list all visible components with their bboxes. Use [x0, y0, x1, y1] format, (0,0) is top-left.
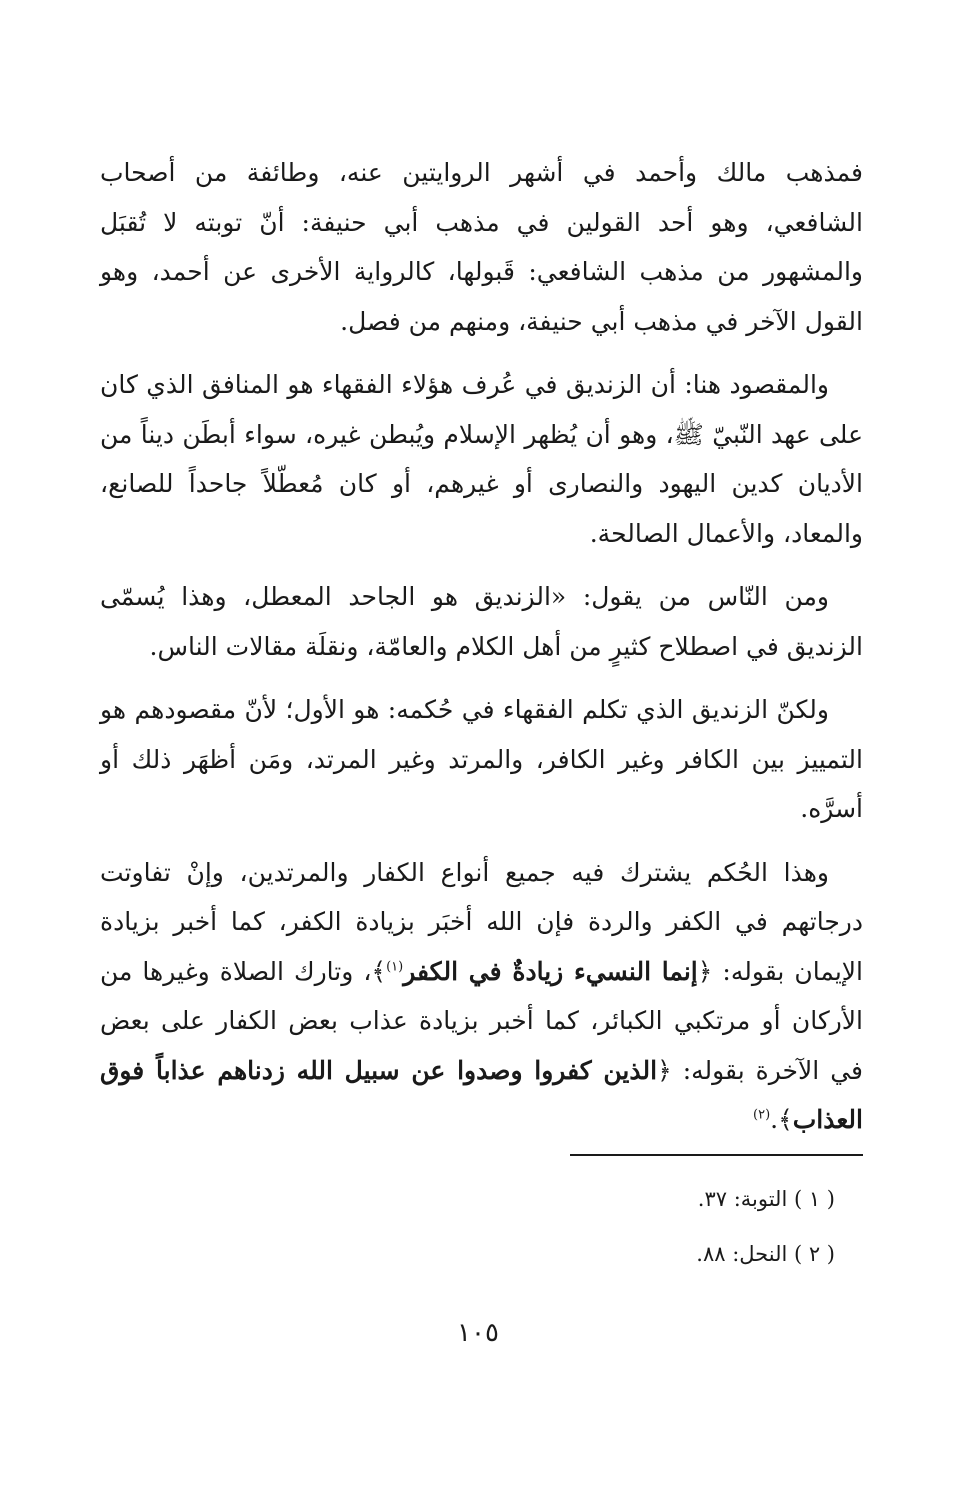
paragraph-4-text: ولكنّ الزنديق الذي تكلم الفقهاء في حُكمه: هو الأول؛ لأنّ مقصودهم هو التمييز بين الكافر وغير الكافر، والمرتد وغير المرتد، ومَن أظهَر ذلك أو أسرَّه. [100, 695, 863, 823]
paragraph-2 [100, 360, 863, 558]
paragraph-1-text: فمذهب مالك وأحمد في أشهر الروايتين عنه، وطائفة من أصحاب الشافعي، وهو أحد القولين في مذهب أبي حنيفة: أنّ توبته لا تُقبَل والمشهور من مذهب الشافعي: قَبولها، كالرواية الأخرى عن أحمد، وهو القول الآخر في مذهب أبي حنيفة، ومنهم من فصل. [100, 158, 863, 336]
verse-2-end: ﴾. [770, 1105, 793, 1134]
paragraph-5-part1: وهذا الحُكم يشترك فيه جميع أنواع الكفار والمرتدين، وإنْ تفاوتت درجاتهم في الكفر والردة فإن الله أخبَر بزيادة الكفر، كما أخبر بزيادة الإيمان بقوله: ﴿ [100, 857, 863, 986]
footnote-ref-1: (١) [386, 959, 404, 975]
footnote-1: ( ١ ) التوبة: ٣٧. [697, 1187, 835, 1211]
paragraph-2-text: والمقصود هنا: أن الزنديق في عُرف هؤلاء الفقهاء هو المنافق الذي كان على عهد النّبيّ ﷺ، وهو أن يُظهر الإسلام ويُبطن غيره، سواء أبطَن ديناً من الأديان كدين اليهود والنصارى أو غيرهم، أو كان مُعطّلاً جاحداً للصانع، والمعاد، والأعمال الصالحة. [100, 370, 863, 548]
footnotes [480, 1172, 835, 1282]
paragraph-5 [100, 848, 863, 1145]
paragraph-3 [100, 572, 863, 671]
footnote-ref-2: (٢) [753, 1107, 771, 1123]
paragraph-4 [100, 685, 863, 834]
main-text [100, 148, 863, 1159]
quran-verse-1: إنما النسيء زيادةٌ في الكفر [403, 956, 698, 986]
quran-verse-2: الذين كفروا وصدوا عن سبيل الله زدناهم عذاباً فوق العذاب [100, 1055, 863, 1134]
footnote-2: ( ٢ ) النحل: ٨٨. [696, 1242, 835, 1266]
footnote-separator [570, 1154, 863, 1156]
paragraph-3-text: ومن النّاس من يقول: «الزنديق هو الجاحد المعطل، وهذا يُسمّى الزنديق في اصطلاح كثيرٍ من أهل الكلام والعامّة، ونقلَة مقالات الناس. [100, 582, 863, 661]
paragraph-5-part2: ﴾، وتارك الصلاة وغيرها من الأركان أو مرتكبي الكبائر، كما أخبر بزيادة عذاب بعض الكفار على بعض في الآخرة بقوله: ﴿ [100, 956, 863, 1085]
paragraph-1 [100, 148, 863, 346]
page-number: ١٠٥ [457, 1318, 499, 1348]
